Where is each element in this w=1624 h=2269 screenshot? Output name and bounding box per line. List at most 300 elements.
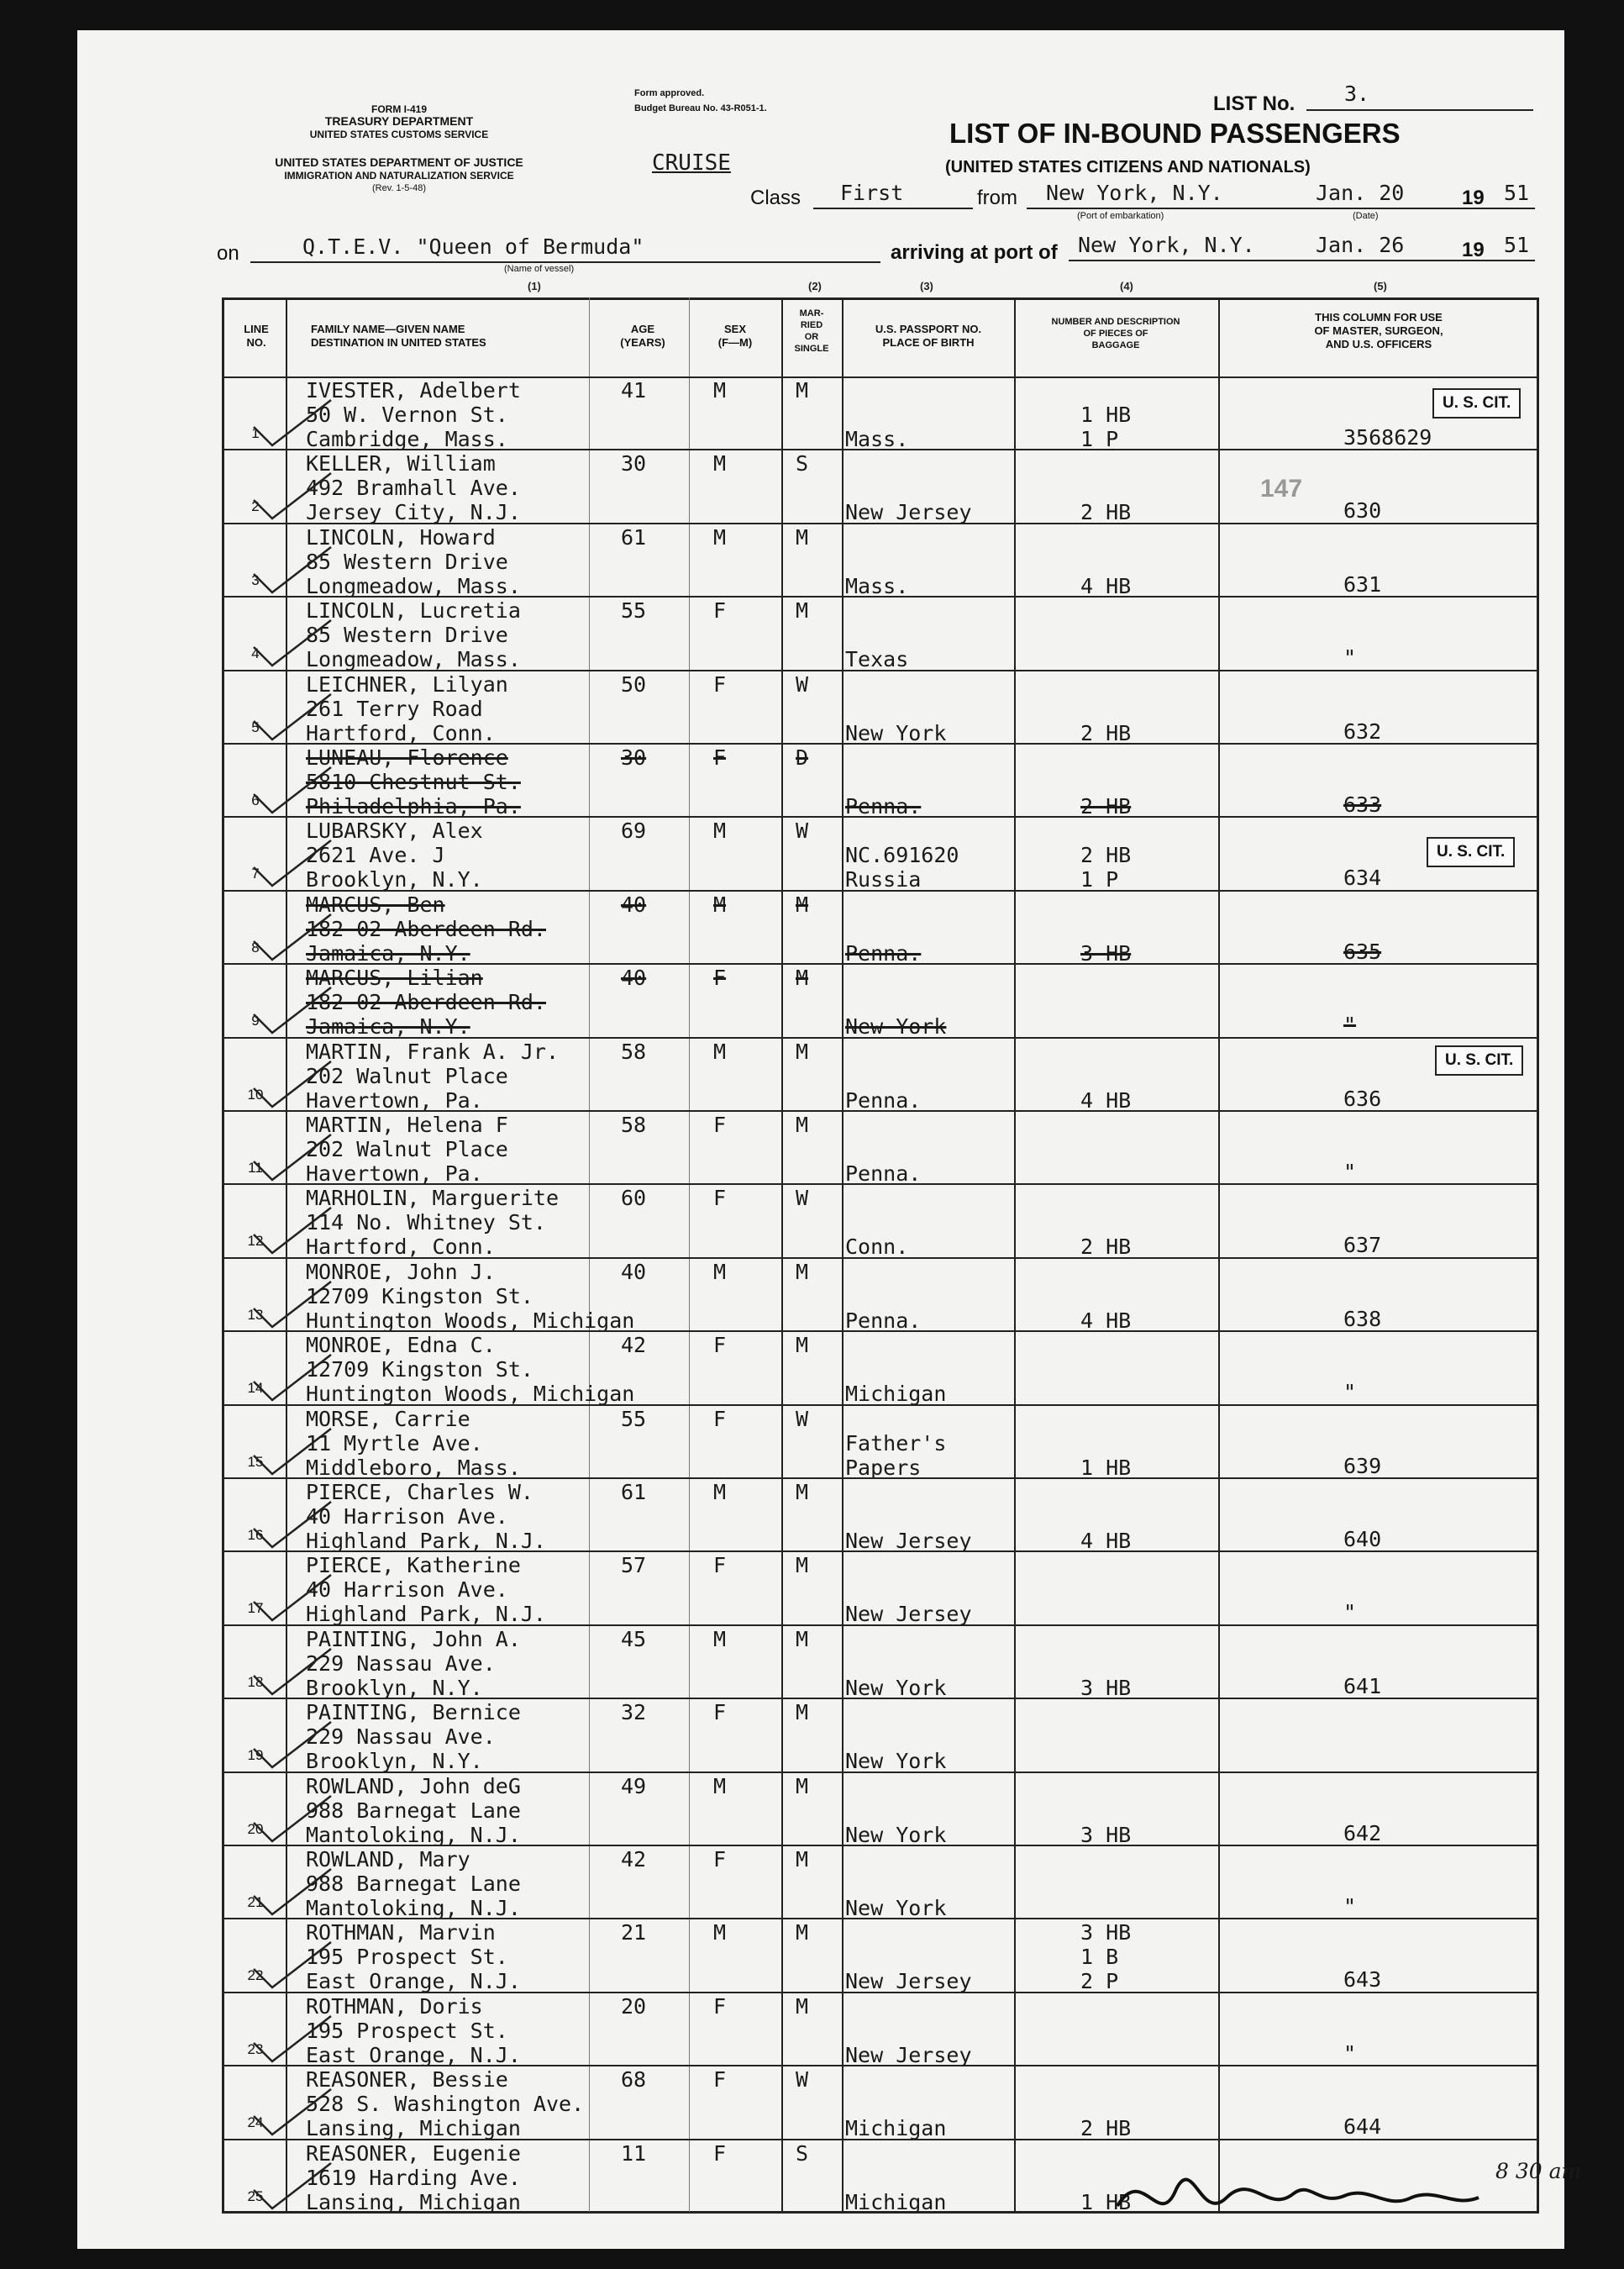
baggage-2: 1 B	[1080, 1945, 1119, 1970]
marital-status: W	[796, 671, 809, 697]
address-line-1: 182-02 Aberdeen Rd.	[306, 916, 546, 941]
baggage-1: 2 HB	[1080, 794, 1132, 819]
marital-status: S	[796, 451, 809, 476]
age: 40	[621, 892, 647, 917]
date-caption: (Date)	[1353, 211, 1379, 221]
place-of-birth: New York	[845, 720, 947, 745]
address-line-1: 202 Walnut Place	[306, 1137, 508, 1161]
sex: M	[713, 1626, 727, 1651]
officer-number: "	[1343, 2040, 1357, 2066]
line-number: 4	[251, 645, 260, 662]
passenger-name: MARTIN, Frank A. Jr.	[306, 1039, 560, 1064]
place-of-birth: New Jersey	[845, 1529, 972, 1553]
age: 55	[621, 1406, 647, 1431]
marital-status: M	[796, 1259, 809, 1284]
passenger-name: MARCUS, Lilian	[306, 966, 483, 991]
passenger-name: PAINTING, John A.	[306, 1626, 521, 1651]
table-row	[222, 1405, 1539, 1479]
line-number: 9	[251, 1013, 260, 1029]
table-row	[222, 671, 1539, 745]
address-line-1: 2621 Ave. J	[306, 843, 445, 868]
treasury-dept: TREASURY DEPARTMENT	[324, 114, 474, 128]
address-line-2: Longmeadow, Mass.	[306, 573, 521, 598]
baggage-1: 3 HB	[1080, 1822, 1132, 1847]
address-line-2: Longmeadow, Mass.	[306, 647, 521, 672]
marital-status: M	[796, 1700, 809, 1725]
line-number: 10	[247, 1086, 264, 1103]
age: 69	[621, 819, 647, 844]
line-number: 13	[247, 1306, 264, 1323]
passenger-name: LINCOLN, Lucretia	[306, 598, 521, 624]
passenger-name: LUBARSKY, Alex	[306, 819, 483, 844]
table-row	[222, 1478, 1539, 1552]
officer-number: 641	[1343, 1673, 1382, 1698]
address-line-1: 85 Western Drive	[306, 549, 508, 574]
address-line-2: Mantoloking, N.J.	[306, 1896, 521, 1920]
address-line-2: Middleboro, Mass.	[306, 1455, 521, 1480]
place-of-birth: Mass.	[845, 427, 909, 451]
table-row	[222, 1258, 1539, 1332]
passport-number: Father's	[845, 1430, 947, 1456]
address-line-1: 988 Barnegat Lane	[306, 1798, 521, 1823]
place-of-birth: Penna.	[845, 794, 922, 819]
age: 20	[621, 1993, 647, 2019]
on-label: on	[217, 242, 239, 265]
us-citizen-stamp: U. S. CIT.	[1432, 388, 1521, 419]
age: 60	[621, 1186, 647, 1211]
line-number: 12	[247, 1233, 264, 1250]
column-number: (5)	[1374, 280, 1387, 292]
passenger-name: MARTIN, Helena F	[306, 1113, 508, 1137]
check-mark-icon	[247, 981, 339, 1040]
col-header-baggage: NUMBER AND DESCRIPTION OF PIECES OF BAGGAGE	[1051, 317, 1180, 350]
address-line-1: 12709 Kingston St.	[306, 1283, 533, 1308]
passenger-name: MONROE, John J.	[306, 1259, 496, 1284]
sex: F	[713, 1113, 727, 1137]
place-of-birth: New York	[845, 1675, 947, 1700]
age: 40	[621, 1259, 647, 1284]
marital-status: M	[796, 1333, 809, 1358]
address-line-1: 11 Myrtle Ave.	[306, 1430, 483, 1456]
age: 50	[621, 671, 647, 697]
col-header-officers: THIS COLUMN FOR USE OF MASTER, SURGEON, AND U.S. OFFICERS	[1314, 311, 1443, 350]
age: 61	[621, 524, 647, 550]
address-line-2: Brooklyn, N.Y.	[306, 1749, 483, 1774]
age: 42	[621, 1847, 647, 1872]
marital-status: W	[796, 819, 809, 844]
place-of-birth: Mass.	[845, 573, 909, 598]
place-of-birth: New York	[845, 1014, 947, 1040]
column-number: (2)	[808, 280, 822, 292]
col-header-sex: SEX (F—M)	[717, 323, 753, 349]
check-mark-icon	[247, 2156, 339, 2215]
column-number: (1)	[528, 280, 541, 292]
table-row	[222, 1038, 1539, 1112]
table-row	[222, 744, 1539, 818]
passenger-name: IVESTER, Adelbert	[306, 378, 521, 403]
officer-number: "	[1343, 645, 1357, 671]
check-mark-icon	[247, 1862, 339, 1921]
sex: F	[713, 2067, 727, 2093]
us-citizen-stamp: U. S. CIT.	[1427, 837, 1515, 867]
table-row	[222, 450, 1539, 524]
officer-number: "	[1343, 1380, 1357, 1405]
baggage-1: 4 HB	[1080, 573, 1132, 598]
age: 58	[621, 1039, 647, 1064]
baggage-1: 4 HB	[1080, 1087, 1132, 1113]
column-number: (3)	[920, 280, 933, 292]
baggage-1: 3 HB	[1080, 940, 1132, 966]
line-number: 23	[247, 2040, 264, 2057]
address-line-1: 182-02 Aberdeen Rd.	[306, 990, 546, 1015]
age: 55	[621, 598, 647, 624]
from-underline	[1027, 208, 1535, 209]
table-row	[222, 1551, 1539, 1625]
marital-status: W	[796, 1186, 809, 1211]
table-row	[222, 1331, 1539, 1405]
place-of-birth: New York	[845, 1749, 947, 1774]
line-number: 5	[251, 719, 260, 735]
age: 30	[621, 451, 647, 476]
passenger-name: REASONER, Bessie	[306, 2067, 508, 2093]
officer-number: 636	[1343, 1086, 1382, 1111]
address-line-2: Lansing, Michigan	[306, 2116, 521, 2141]
address-line-1: 202 Walnut Place	[306, 1063, 508, 1088]
age: 58	[621, 1113, 647, 1137]
officer-number: 632	[1343, 719, 1382, 744]
place-of-birth: New York	[845, 1896, 947, 1920]
address-line-2: Cambridge, Mass.	[306, 427, 508, 451]
marital-status: M	[796, 598, 809, 624]
line-number: 16	[247, 1527, 264, 1543]
address-line-2: East Orange, N.J.	[306, 1969, 521, 1994]
age: 45	[621, 1626, 647, 1651]
line-number: 7	[251, 866, 260, 882]
sex: F	[713, 1333, 727, 1358]
table-row	[222, 1184, 1539, 1258]
baggage-1: 2 HB	[1080, 2116, 1132, 2141]
officer-number: 3568629	[1343, 425, 1432, 450]
from-date: Jan. 20	[1316, 181, 1405, 205]
check-mark-icon	[247, 1935, 339, 1994]
line-number: 24	[247, 2114, 264, 2131]
age: 32	[621, 1700, 647, 1725]
check-mark-icon	[247, 1275, 339, 1334]
address-line-2: Highland Park, N.J.	[306, 1529, 546, 1553]
sex: M	[713, 524, 727, 550]
address-line-1: 229 Nassau Ave.	[306, 1650, 496, 1676]
line-number: 25	[247, 2187, 264, 2204]
signature-time: 8 30 am	[1495, 2159, 1582, 2183]
line-number: 15	[247, 1453, 264, 1470]
check-mark-icon	[247, 908, 339, 966]
class-underline	[813, 208, 973, 209]
officer-number: 634	[1343, 866, 1382, 891]
age: 21	[621, 1920, 647, 1945]
baggage-1: 1 HB	[1080, 2189, 1132, 2214]
address-line-1: 492 Bramhall Ave.	[306, 476, 521, 501]
check-mark-icon	[247, 613, 339, 672]
from-label: from	[977, 187, 1017, 209]
sex: M	[713, 1039, 727, 1064]
sex: F	[713, 966, 727, 991]
address-line-1: 50 W. Vernon St.	[306, 403, 508, 427]
passenger-name: LUNEAU, Florence	[306, 745, 508, 770]
address-line-1: 261 Terry Road	[306, 696, 483, 721]
baggage-1: 1 HB	[1080, 403, 1132, 427]
table-row	[222, 817, 1539, 891]
form-revision: (Rev. 1-5-48)	[372, 183, 426, 193]
place-of-birth: New York	[845, 1822, 947, 1847]
col-header-age: AGE (YEARS)	[620, 323, 665, 349]
line-number: 17	[247, 1600, 264, 1617]
passenger-name: MARCUS, Ben	[306, 892, 445, 917]
baggage-1: 2 HB	[1080, 843, 1132, 868]
place-of-birth: Texas	[845, 647, 909, 672]
officer-number: "	[1343, 1160, 1357, 1184]
sex: F	[713, 1186, 727, 1211]
place-of-birth: Michigan	[845, 2116, 947, 2141]
address-line-1: 988 Barnegat Lane	[306, 1872, 521, 1896]
sex: M	[713, 1920, 727, 1945]
arrival-underline	[1069, 260, 1535, 261]
address-line-2: Highland Park, N.J.	[306, 1602, 546, 1627]
check-mark-icon	[247, 1642, 339, 1701]
address-line-2: Huntington Woods, Michigan	[306, 1308, 635, 1333]
sex: F	[713, 598, 727, 624]
baggage-2: 1 P	[1080, 867, 1119, 892]
class-value: First	[840, 181, 904, 205]
check-mark-icon	[247, 1495, 339, 1554]
justice-dept: UNITED STATES DEPARTMENT OF JUSTICE	[275, 155, 523, 169]
baggage-3: 2 P	[1080, 1969, 1119, 1994]
check-mark-icon	[247, 834, 339, 892]
address-line-2: Brooklyn, N.Y.	[306, 1675, 483, 1700]
check-mark-icon	[247, 1201, 339, 1260]
table-row	[222, 891, 1539, 965]
place-of-birth: Penna.	[845, 940, 922, 966]
check-mark-icon	[247, 2082, 339, 2141]
address-line-2: Jersey City, N.J.	[306, 500, 521, 525]
table-row	[222, 1845, 1539, 1919]
officer-number: 642	[1343, 1820, 1382, 1845]
port-caption: (Port of embarkation)	[1077, 211, 1164, 221]
passenger-name: MORSE, Carrie	[306, 1406, 470, 1431]
line-number: 21	[247, 1894, 264, 1910]
table-row	[222, 964, 1539, 1038]
check-mark-icon	[247, 466, 339, 525]
address-line-1: 40 Harrison Ave.	[306, 1577, 508, 1603]
marital-status: W	[796, 2067, 809, 2093]
passenger-name: LINCOLN, Howard	[306, 524, 496, 550]
line-number: 22	[247, 1967, 264, 1984]
marital-status: S	[796, 2140, 809, 2166]
address-line-1: 40 Harrison Ave.	[306, 1504, 508, 1529]
marital-status: M	[796, 1773, 809, 1798]
officer-number: 631	[1343, 571, 1382, 597]
line-number: 20	[247, 1820, 264, 1837]
baggage-1: 1 HB	[1080, 1455, 1132, 1480]
table-row	[222, 597, 1539, 671]
passenger-name: MONROE, Edna C.	[306, 1333, 496, 1358]
col-header-passport: U.S. PASSPORT NO. PLACE OF BIRTH	[875, 323, 982, 349]
marital-status: M	[796, 1920, 809, 1945]
address-line-2: Huntington Woods, Michigan	[306, 1382, 635, 1407]
table-row	[222, 1919, 1539, 1993]
baggage-1: 4 HB	[1080, 1308, 1132, 1333]
baggage-1: 2 HB	[1080, 500, 1132, 525]
marital-status: M	[796, 1626, 809, 1651]
col-header-name: FAMILY NAME—GIVEN NAME DESTINATION IN UNITED STATES	[311, 323, 486, 349]
marital-status: M	[796, 1553, 809, 1578]
line-number: 11	[248, 1160, 263, 1176]
address-line-1: 229 Nassau Ave.	[306, 1724, 496, 1750]
marital-status: M	[796, 524, 809, 550]
marital-status: M	[796, 1113, 809, 1137]
sex: F	[713, 745, 727, 770]
marital-status: M	[796, 378, 809, 403]
list-no-underline	[1306, 109, 1533, 111]
officer-number: 643	[1343, 1967, 1382, 1993]
arrival-date: Jan. 26	[1316, 233, 1405, 257]
baggage-1: 3 HB	[1080, 1675, 1132, 1700]
table-row	[222, 524, 1539, 598]
check-mark-icon	[247, 1568, 339, 1627]
age: 42	[621, 1333, 647, 1358]
address-line-2: Lansing, Michigan	[306, 2189, 521, 2214]
check-mark-icon	[247, 761, 339, 819]
address-line-2: Brooklyn, N.Y.	[306, 867, 483, 892]
budget-bureau: Budget Bureau No. 43-R051-1.	[634, 103, 767, 113]
officer-number: "	[1343, 1894, 1357, 1919]
table-row	[222, 1993, 1539, 2066]
place-of-birth: Russia	[845, 867, 922, 892]
manifest-title: LIST OF IN-BOUND PASSENGERS	[949, 118, 1401, 149]
line-number: 2	[251, 498, 260, 515]
col-header-married: MAR- RIED OR SINGLE	[794, 308, 829, 354]
arrival-year: 51	[1504, 233, 1530, 257]
column-number: (4)	[1120, 280, 1133, 292]
place-of-birth: New Jersey	[845, 2042, 972, 2067]
sex: M	[713, 451, 727, 476]
address-line-1: 195 Prospect St.	[306, 1945, 508, 1970]
arrival-year-prefix: 19	[1462, 239, 1485, 261]
place-of-birth: Conn.	[845, 1235, 909, 1260]
check-mark-icon	[247, 1715, 339, 1774]
form-approved: Form approved.	[634, 88, 705, 98]
sex: F	[713, 671, 727, 697]
table-row	[222, 1698, 1539, 1772]
place-of-birth: Penna.	[845, 1161, 922, 1186]
address-line-2: Jamaica, N.Y.	[306, 940, 470, 966]
line-number: 8	[251, 939, 260, 956]
address-line-2: Mantoloking, N.J.	[306, 1822, 521, 1847]
check-mark-icon	[247, 540, 339, 599]
from-year: 51	[1504, 181, 1530, 205]
officer-number: 635	[1343, 939, 1382, 964]
place-of-birth: Penna.	[845, 1087, 922, 1113]
address-line-1: 12709 Kingston St.	[306, 1357, 533, 1382]
address-line-2: Jamaica, N.Y.	[306, 1014, 470, 1040]
check-mark-icon	[247, 1422, 339, 1481]
sex: F	[713, 1700, 727, 1725]
marital-status: W	[796, 1406, 809, 1431]
age: 40	[621, 966, 647, 991]
passenger-name: PIERCE, Katherine	[306, 1553, 521, 1578]
passenger-name: ROWLAND, Mary	[306, 1847, 470, 1872]
table-row	[222, 1111, 1539, 1185]
check-mark-icon	[247, 1789, 339, 1848]
age: 30	[621, 745, 647, 770]
passenger-name: KELLER, William	[306, 451, 496, 476]
address-line-2: Hartford, Conn.	[306, 720, 496, 745]
check-mark-icon	[247, 1055, 339, 1113]
officer-number: 633	[1343, 792, 1382, 817]
marital-status: M	[796, 1993, 809, 2019]
place-of-birth: Michigan	[845, 1382, 947, 1407]
list-no-label: LIST No.	[1213, 92, 1296, 115]
check-mark-icon	[247, 1348, 339, 1407]
passenger-name: ROTHMAN, Marvin	[306, 1920, 496, 1945]
sex: M	[713, 1480, 727, 1504]
arrival-port: New York, N.Y.	[1078, 233, 1255, 257]
address-line-1: 85 Western Drive	[306, 623, 508, 648]
age: 61	[621, 1480, 647, 1504]
sex: F	[713, 1847, 727, 1872]
sex: M	[713, 1259, 727, 1284]
table-row	[222, 2066, 1539, 2140]
line-number: 18	[247, 1673, 264, 1690]
marital-status: D	[796, 745, 809, 770]
passenger-name: ROWLAND, John deG	[306, 1773, 521, 1798]
table-row	[222, 376, 1539, 450]
ins-service: IMMIGRATION AND NATURALIZATION SERVICE	[284, 170, 514, 182]
address-line-2: Havertown, Pa.	[306, 1161, 483, 1186]
baggage-1: 4 HB	[1080, 1529, 1132, 1553]
officer-signature	[1109, 2147, 1563, 2240]
place-of-birth: Penna.	[845, 1308, 922, 1333]
us-citizen-stamp: U. S. CIT.	[1435, 1045, 1523, 1076]
passenger-name: LEICHNER, Lilyan	[306, 671, 508, 697]
age: 57	[621, 1553, 647, 1578]
table-row	[222, 1772, 1539, 1846]
line-number: 1	[251, 425, 260, 441]
marital-status: M	[796, 966, 809, 991]
line-number: 14	[247, 1380, 264, 1397]
check-mark-icon	[247, 687, 339, 746]
age: 41	[621, 378, 647, 403]
sex: M	[713, 892, 727, 917]
marital-status: M	[796, 1480, 809, 1504]
arriving-label: arriving at port of	[891, 241, 1058, 264]
manifest-subtitle: (UNITED STATES CITIZENS AND NATIONALS)	[945, 158, 1311, 176]
place-of-birth: New Jersey	[845, 1602, 972, 1627]
passenger-name: MARHOLIN, Marguerite	[306, 1186, 560, 1211]
form-number: FORM I-419	[371, 103, 427, 115]
line-number: 19	[247, 1747, 264, 1764]
check-mark-icon	[247, 2009, 339, 2068]
marital-status: M	[796, 892, 809, 917]
address-line-1: 114 No. Whitney St.	[306, 1210, 546, 1235]
passenger-name: PAINTING, Bernice	[306, 1700, 521, 1725]
baggage-1: 2 HB	[1080, 1235, 1132, 1260]
sex: F	[713, 1553, 727, 1578]
address-line-1: 195 Prospect St.	[306, 2018, 508, 2043]
list-no-value: 3.	[1344, 82, 1370, 106]
address-line-1: 1619 Harding Ave.	[306, 2165, 521, 2190]
sex: F	[713, 2140, 727, 2166]
table-row	[222, 1625, 1539, 1699]
